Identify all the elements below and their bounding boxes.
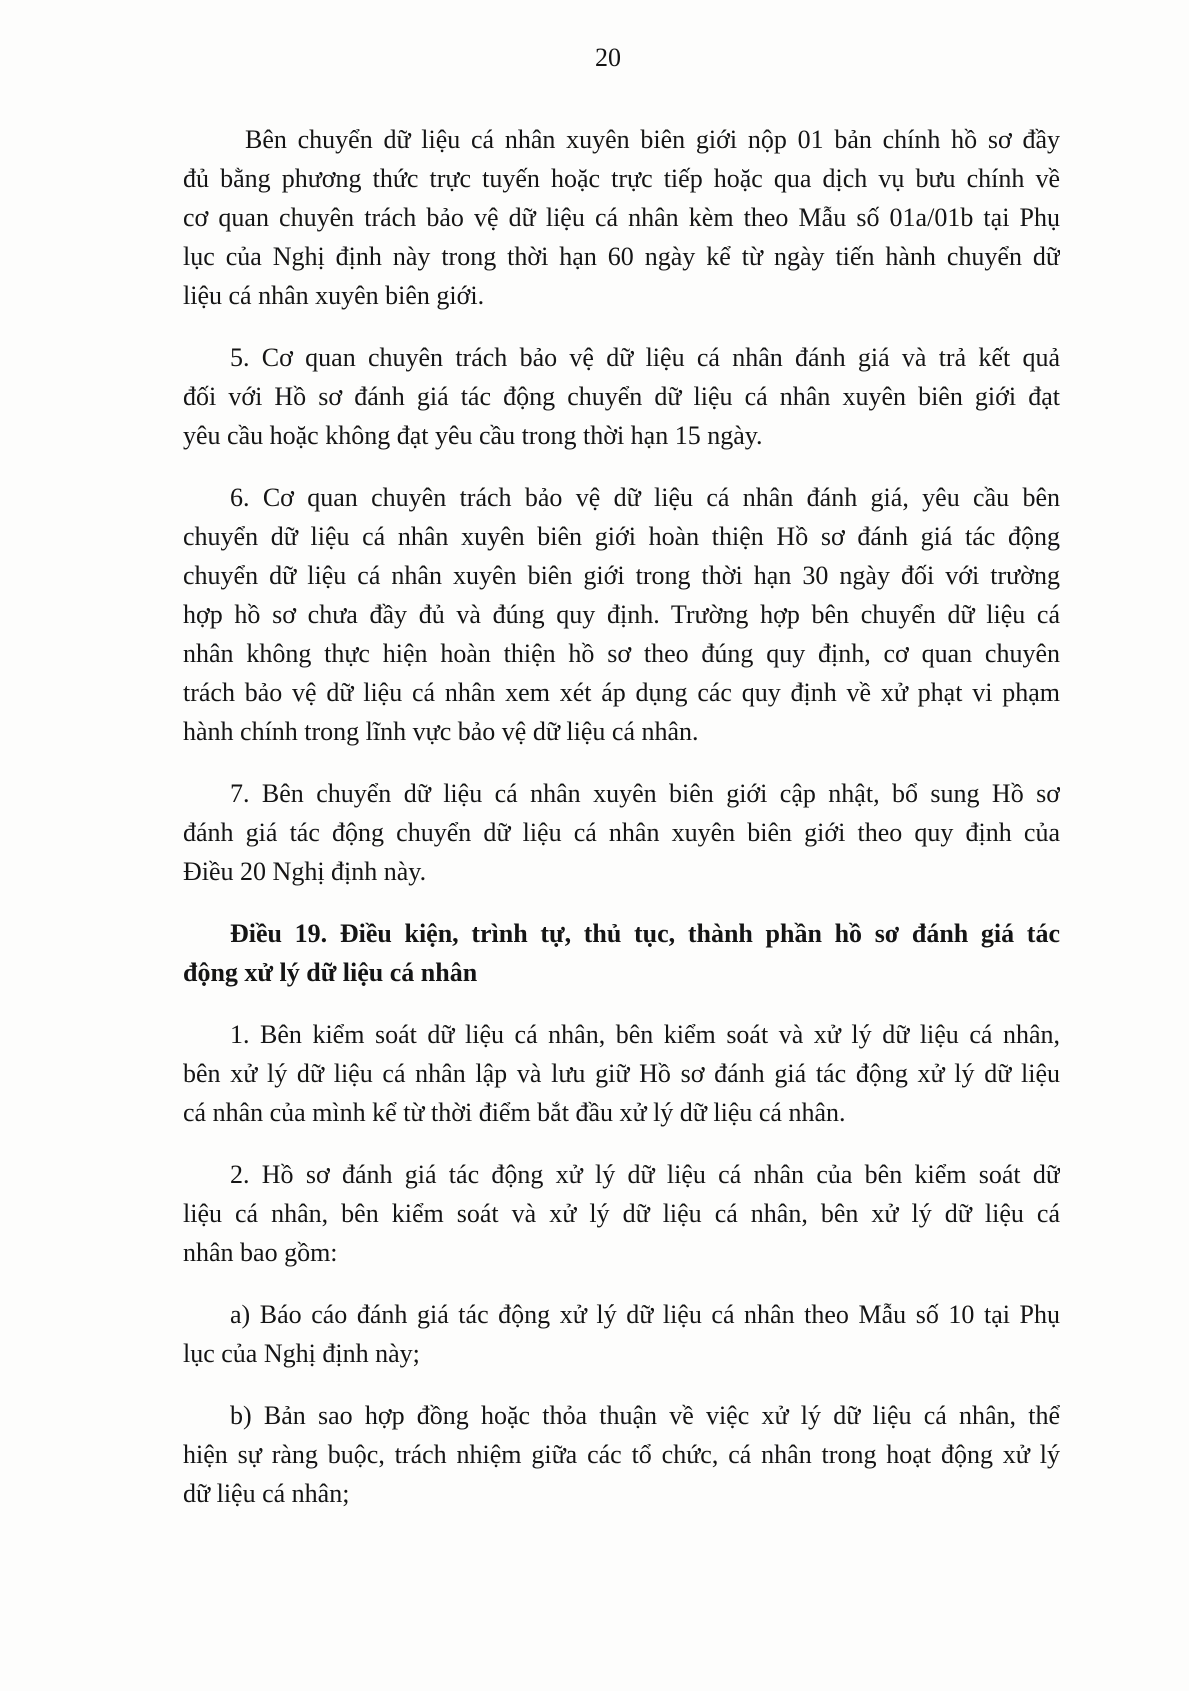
page-number: 20	[595, 43, 621, 72]
paragraph	[183, 478, 1060, 751]
paragraph-line: b) Bản sao hợp đồng hoặc thỏa thuận về việc xử lý dữ liệu cá nhân, thể	[230, 1401, 1060, 1430]
paragraph-line: đánh giá tác động chuyển dữ liệu cá nhân xuyên biên giới theo quy định của	[183, 818, 1060, 847]
paragraph	[183, 1295, 1060, 1373]
paragraph-line: đủ bằng phương thức trực tuyến hoặc trực tiếp hoặc qua dịch vụ bưu chính về	[183, 164, 1060, 193]
paragraph-line: a) Báo cáo đánh giá tác động xử lý dữ liệu cá nhân theo Mẫu số 10 tại Phụ	[230, 1300, 1060, 1329]
article-heading	[183, 914, 1060, 992]
paragraph-line: 1. Bên kiểm soát dữ liệu cá nhân, bên kiểm soát và xử lý dữ liệu cá nhân,	[230, 1020, 1060, 1049]
paragraph-line: bên xử lý dữ liệu cá nhân lập và lưu giữ Hồ sơ đánh giá tác động xử lý dữ liệu	[183, 1059, 1060, 1088]
paragraph-line: chuyển dữ liệu cá nhân xuyên biên giới trong thời hạn 30 ngày đối với trường	[183, 561, 1060, 590]
paragraph-line: đối với Hồ sơ đánh giá tác động chuyển dữ liệu cá nhân xuyên biên giới đạt	[183, 382, 1060, 411]
paragraph-line: Bên chuyển dữ liệu cá nhân xuyên biên giới nộp 01 bản chính hồ sơ đầy	[245, 125, 1060, 154]
paragraph-line: Điều 20 Nghị định này.	[183, 857, 427, 886]
paragraph-line: 7. Bên chuyển dữ liệu cá nhân xuyên biên giới cập nhật, bổ sung Hồ sơ	[230, 779, 1060, 808]
paragraph-line: nhân bao gồm:	[183, 1238, 338, 1267]
paragraph-line: 5. Cơ quan chuyên trách bảo vệ dữ liệu cá nhân đánh giá và trả kết quả	[230, 343, 1060, 372]
article-heading-line: Điều 19. Điều kiện, trình tự, thủ tục, thành phần hồ sơ đánh giá tác	[230, 919, 1060, 948]
paragraph-line: cá nhân của mình kể từ thời điểm bắt đầu xử lý dữ liệu cá nhân.	[183, 1098, 846, 1127]
paragraph-line: yêu cầu hoặc không đạt yêu cầu trong thời hạn 15 ngày.	[183, 421, 763, 450]
paragraph-line: hiện sự ràng buộc, trách nhiệm giữa các tổ chức, cá nhân trong hoạt động xử lý	[183, 1440, 1060, 1469]
paragraph	[183, 774, 1060, 891]
paragraph	[183, 338, 1060, 455]
paragraph-line: 2. Hồ sơ đánh giá tác động xử lý dữ liệu cá nhân của bên kiểm soát dữ	[230, 1160, 1060, 1189]
article-heading-line: động xử lý dữ liệu cá nhân	[183, 958, 478, 987]
paragraph-line: cơ quan chuyên trách bảo vệ dữ liệu cá nhân kèm theo Mẫu số 01a/01b tại Phụ	[183, 203, 1060, 232]
paragraph	[183, 120, 1060, 315]
paragraph	[183, 1015, 1060, 1132]
paragraph	[183, 1155, 1060, 1272]
document-body	[183, 120, 1060, 1513]
paragraph-line: liệu cá nhân xuyên biên giới.	[183, 281, 485, 310]
paragraph-line: chuyển dữ liệu cá nhân xuyên biên giới hoàn thiện Hồ sơ đánh giá tác động	[183, 522, 1060, 551]
paragraph-line: dữ liệu cá nhân;	[183, 1479, 350, 1508]
paragraph-line: lục của Nghị định này;	[183, 1339, 420, 1368]
paragraph-line: 6. Cơ quan chuyên trách bảo vệ dữ liệu cá nhân đánh giá, yêu cầu bên	[230, 483, 1060, 512]
paragraph-line: liệu cá nhân, bên kiểm soát và xử lý dữ liệu cá nhân, bên xử lý dữ liệu cá	[183, 1199, 1060, 1228]
paragraph-line: nhân không thực hiện hoàn thiện hồ sơ theo đúng quy định, cơ quan chuyên	[183, 639, 1060, 668]
paragraph-line: hợp hồ sơ chưa đầy đủ và đúng quy định. Trường hợp bên chuyển dữ liệu cá	[183, 600, 1060, 629]
paragraph-line: lục của Nghị định này trong thời hạn 60 ngày kể từ ngày tiến hành chuyển dữ	[183, 242, 1060, 271]
paragraph	[183, 1396, 1060, 1513]
paragraph-line: trách bảo vệ dữ liệu cá nhân xem xét áp dụng các quy định về xử phạt vi phạm	[183, 678, 1060, 707]
paragraph-line: hành chính trong lĩnh vực bảo vệ dữ liệu cá nhân.	[183, 717, 699, 746]
